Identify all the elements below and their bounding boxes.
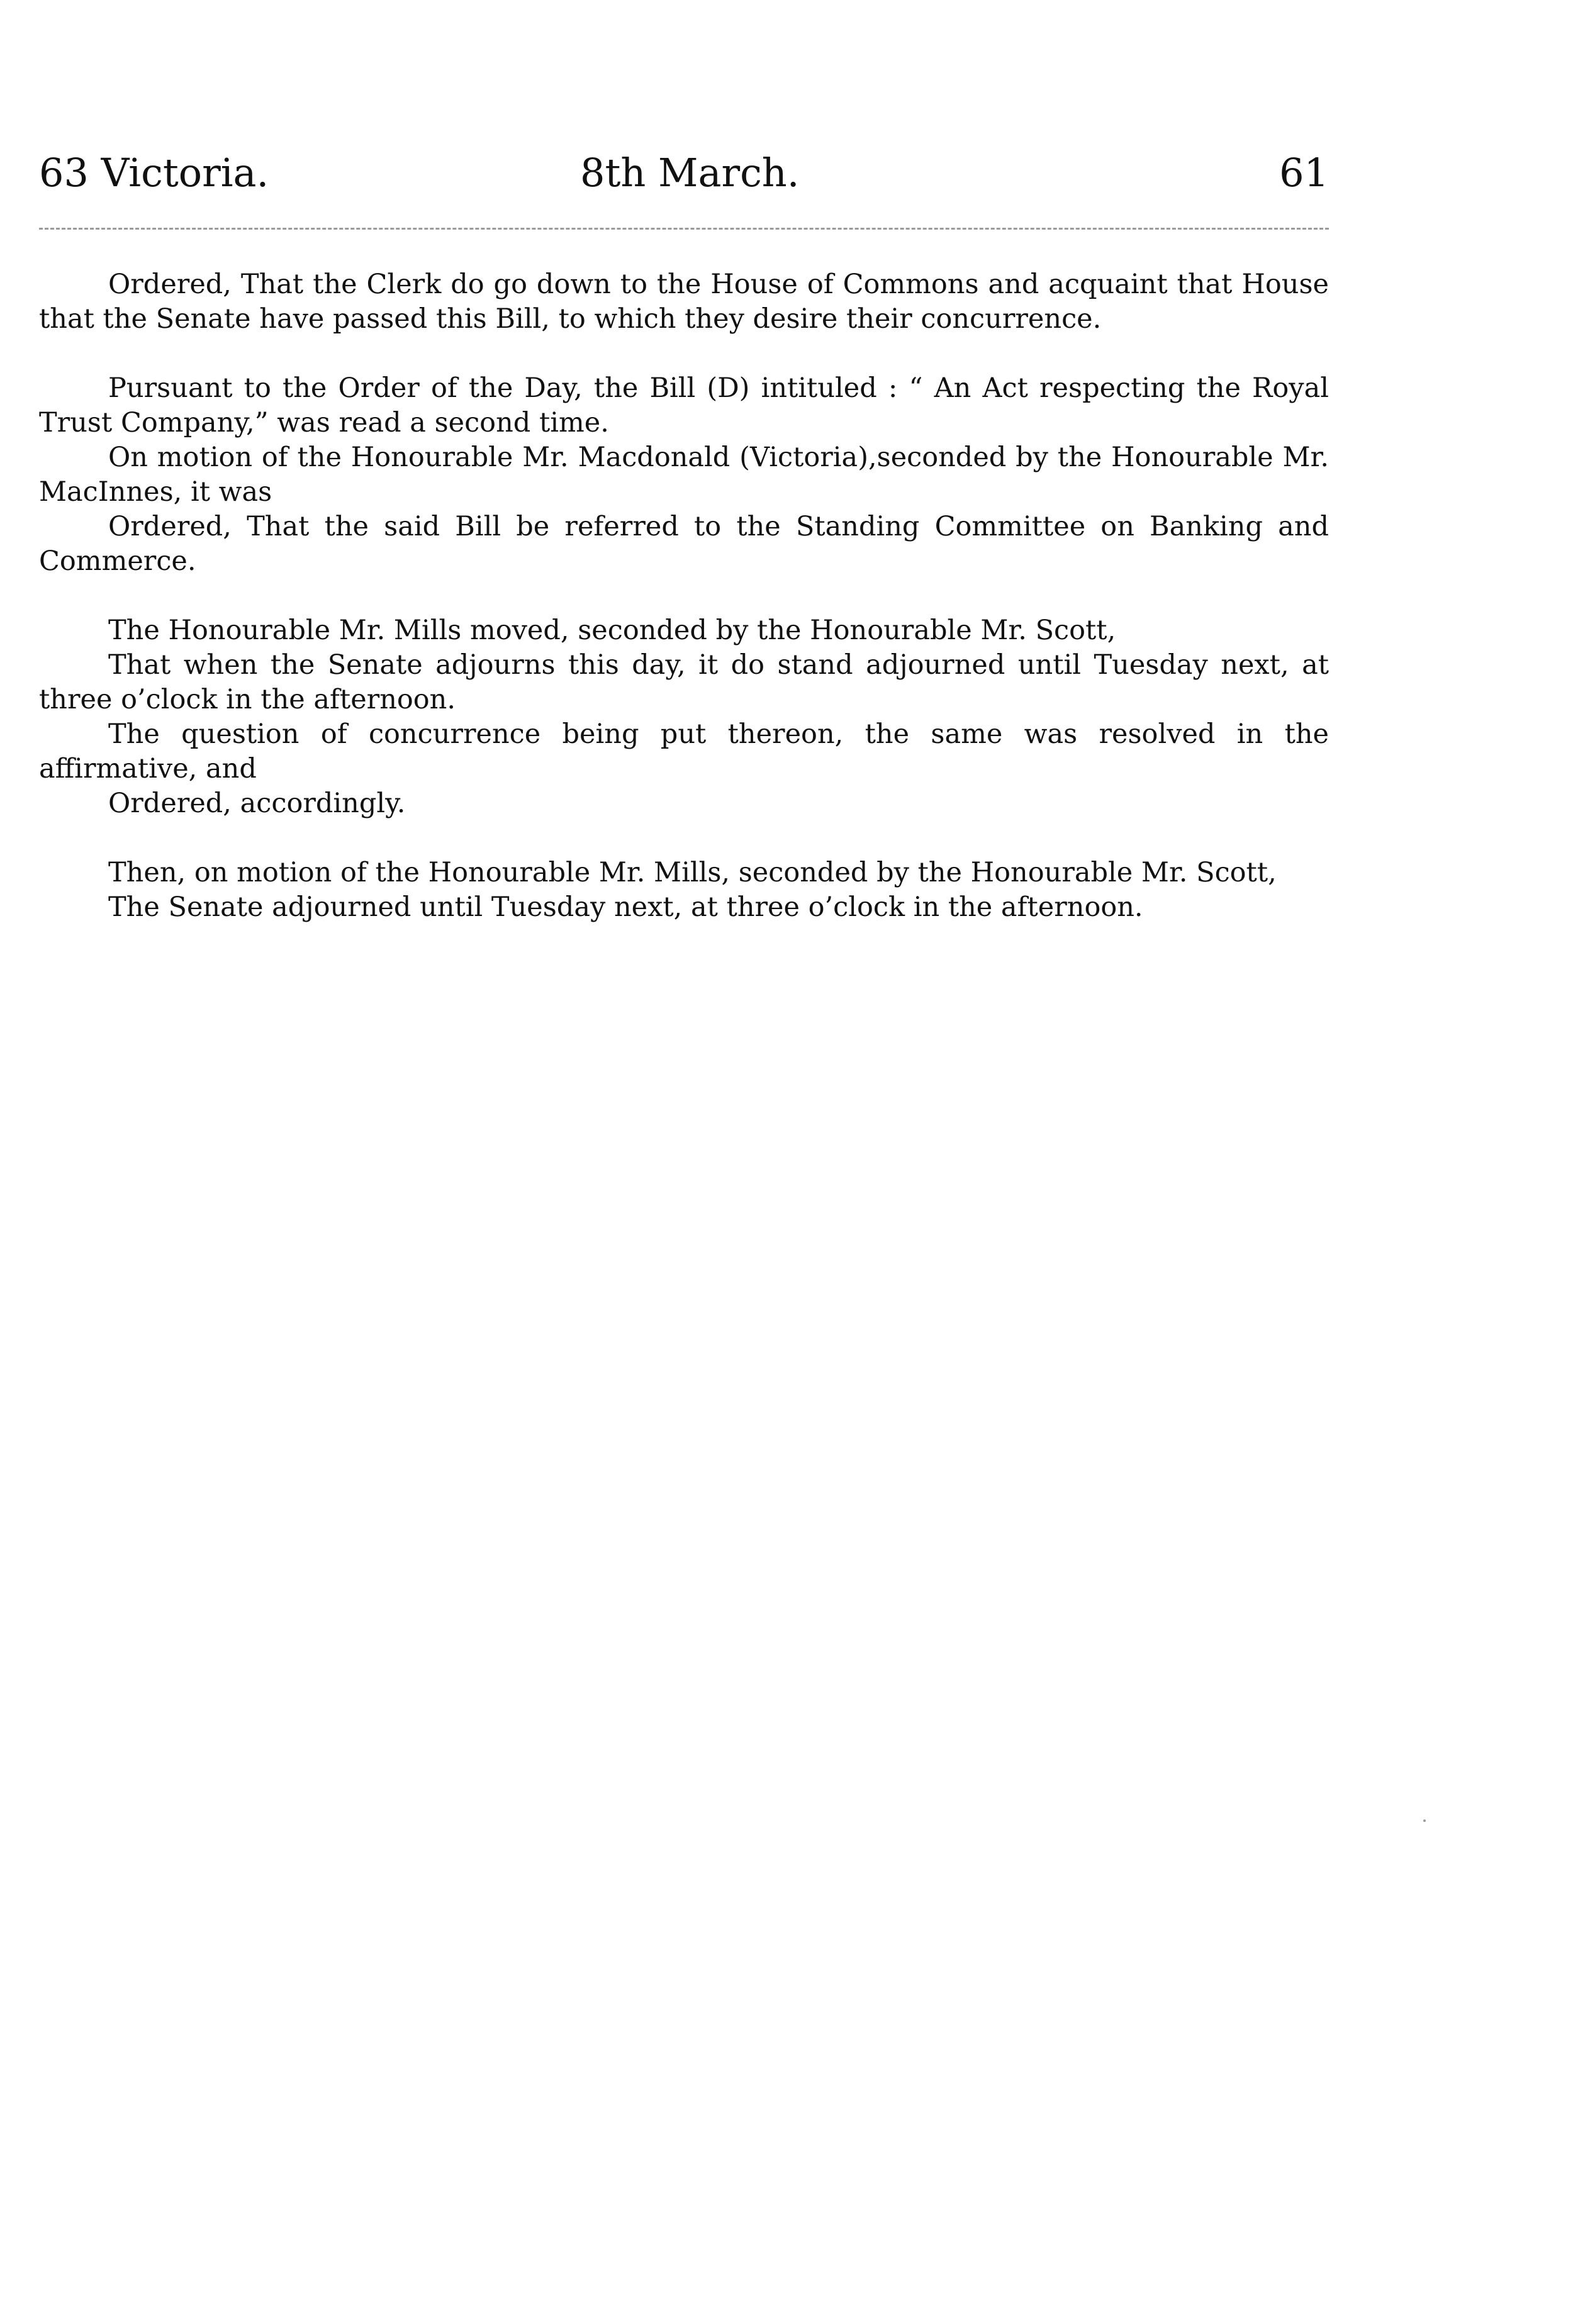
- session-label: 63 Victoria.: [39, 150, 269, 196]
- paragraph-order-of-day: Pursuant to the Order of the Day, the Bill (D) intituled : “ An Act respecting the Royal Trust Company,” was read a second time.: [39, 372, 1329, 439]
- paragraph-motion-mills: Then, on motion of the Honourable Mr. Mills, seconded by the Honourable Mr. Scott,: [108, 857, 1277, 888]
- page-number: 61: [1279, 150, 1329, 196]
- page-speck: [1423, 1819, 1426, 1822]
- running-header: [39, 148, 1329, 198]
- date-label: 8th March.: [580, 150, 800, 196]
- paragraph-senate-adjourned: The Senate adjourned until Tuesday next, at three o’clock in the afternoon.: [108, 891, 1143, 923]
- journal-body: [39, 267, 1329, 925]
- paragraph-motion-macdonald: On motion of the Honourable Mr. Macdonald (Victoria),seconded by the Honourable Mr. MacInnes, it was: [39, 442, 1329, 508]
- paragraph-question-concurrence: The question of concurrence being put thereon, the same was resolved in the affirmative, and: [39, 718, 1329, 785]
- paragraph-ordered-clerk: Ordered, That the Clerk do go down to the House of Commons and acquaint that House that the Senate have passed this Bill, to which they desire their concurrence.: [39, 269, 1329, 335]
- paragraph-mills-moved: The Honourable Mr. Mills moved, seconded by the Honourable Mr. Scott,: [108, 615, 1116, 646]
- header-rule: [39, 228, 1329, 230]
- paragraph-adjournment-motion: That when the Senate adjourns this day, it do stand adjourned until Tuesday next, at three o’clock in the afternoon.: [39, 649, 1329, 715]
- paragraph-ordered-accordingly: Ordered, accordingly.: [108, 788, 406, 819]
- paragraph-ordered-referral: Ordered, That the said Bill be referred to the Standing Committee on Banking and Commerce.: [39, 511, 1329, 577]
